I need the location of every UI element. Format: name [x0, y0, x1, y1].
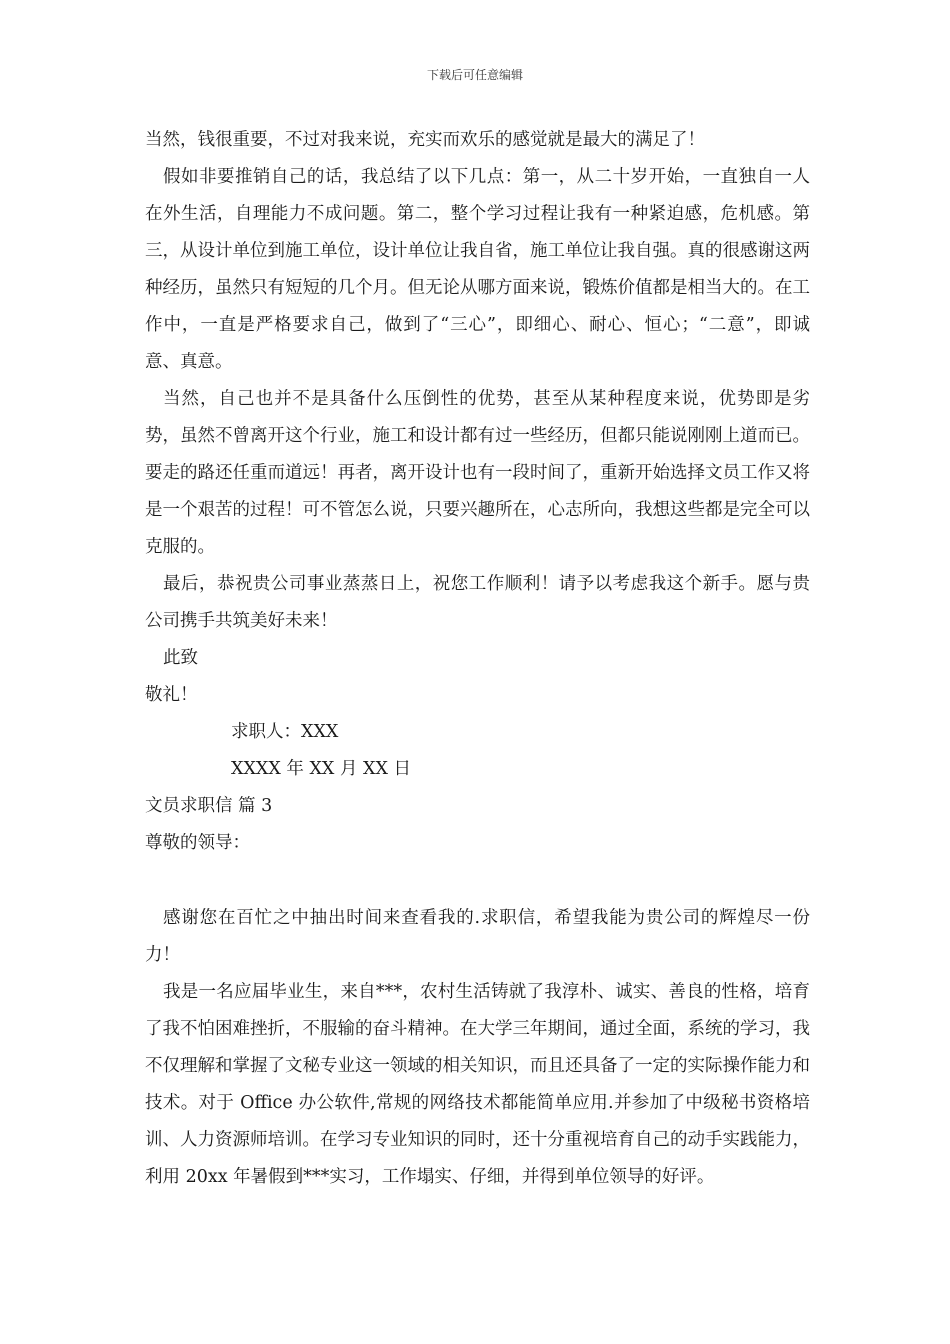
paragraph-self-promotion: 假如非要推销自己的话，我总结了以下几点：第一，从二十岁开始，一直独自一人在外生活，自理能力不成问题。第二，整个学习过程让我有一种紧迫感，危机感。第三，从设计单位到施工单位，设计单位让我自省，施工单位让我自强。真的很感谢这两种经历，虽然只有短短的几个月。但无论从哪方面来说，锻炼价值都是相当大的。在工作中，一直是严格要求自己，做到了“三心”，即细心、耐心、恒心；“二意”，即诚意、真意。: [145, 167, 810, 372]
page-header: 下载后可任意编辑: [426, 68, 523, 82]
paragraph-introduction: 我是一名应届毕业生，来自***，农村生活铸就了我淳朴、诚实、善良的性格，培育了我不怕困难挫折，不服输的奋斗精神。在大学三年期间，通过全面，系统的学习，我不仅理解和掌握了文秘专业这一领域的相关知识，而且还具备了一定的实际操作能力和技术。对于 Office 办公软件,常规的网络技术都能简单应用.并参加了中级秘书资格培训、人力资源师培训。在学习专业知识的同时，还十分重视培育自己的动手实践能力，利用 20xx 年暑假到***实习，工作塌实、仔细，并得到单位领导的好评。: [145, 982, 810, 1187]
paragraph-satisfaction: 当然，钱很重要，不过对我来说，充实而欢乐的感觉就是最大的满足了！: [145, 130, 705, 150]
paragraph-disadvantages: 当然，自己也并不是具备什么压倒性的优势，甚至从某种程度来说，优势即是劣势，虽然不曾离开这个行业，施工和设计都有过一些经历，但都只能说刚刚上道而已。要走的路还任重而道远！再者，离开设计也有一段时间了，重新开始选择文员工作又将是一个艰苦的过程！可不管怎么说，只要兴趣所在，心志所向，我想这些都是完全可以克服的。: [145, 389, 810, 557]
signature-date: XXXX 年 XX 月 XX 日: [231, 759, 411, 779]
document-body: [145, 122, 810, 1196]
salutation-jingli: 敬礼！: [145, 685, 198, 705]
paragraph-thanks: 感谢您在百忙之中抽出时间来查看我的.求职信，希望我能为贵公司的辉煌尽一份力！: [145, 908, 810, 965]
blank-line: [145, 862, 810, 900]
letter-greeting: 尊敬的领导：: [145, 833, 250, 853]
section-title: 文员求职信 篇 3: [145, 796, 273, 816]
paragraph-closing-wishes: 最后，恭祝贵公司事业蒸蒸日上，祝您工作顺利！请予以考虑我这个新手。愿与贵公司携手共筑美好未来！: [145, 574, 810, 631]
salutation-cizhi: 此致: [163, 648, 198, 668]
applicant-signature: 求职人：XXX: [231, 722, 339, 742]
